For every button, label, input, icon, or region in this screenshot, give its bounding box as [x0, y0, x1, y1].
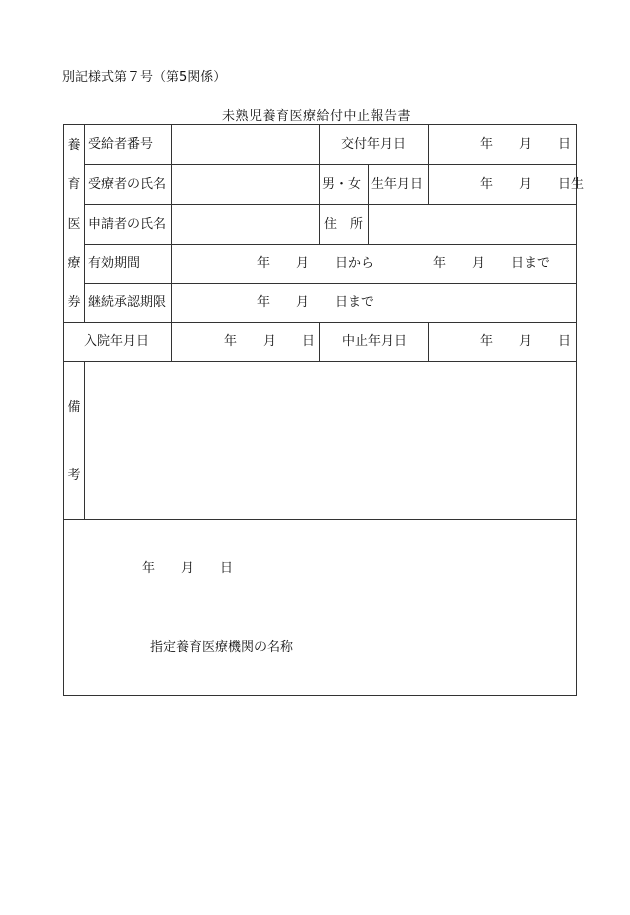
sex-label: 男・女 [322, 177, 362, 192]
side-label-char: 医 [67, 217, 81, 232]
row-divider [84, 164, 576, 165]
admission-date-label: 入院年月日 [84, 334, 150, 349]
remarks-label-char: 備 [67, 400, 81, 415]
form-number: 別記様式第７号（第5関係） [62, 70, 227, 85]
institution-name-label: 指定養育医療機関の名称 [150, 640, 294, 655]
valid-period-label: 有効期間 [88, 256, 141, 271]
side-label-char: 育 [67, 177, 81, 192]
row-divider [84, 204, 576, 205]
row-divider [64, 361, 576, 362]
side-label-char: 療 [67, 256, 81, 271]
col-divider [428, 125, 429, 204]
row-divider [84, 283, 576, 284]
form-title: 未熟児養育医療給付中止報告書 [222, 109, 412, 124]
stop-date-label: 中止年月日 [342, 334, 408, 349]
side-label-char: 券 [67, 295, 81, 310]
valid-to-value: 年 月 日まで [433, 256, 551, 271]
col-divider [319, 125, 320, 244]
col-divider [84, 125, 85, 322]
col-divider [319, 322, 320, 361]
remarks-label-char: 考 [67, 468, 81, 483]
recipient-number-label: 受給者番号 [88, 137, 154, 152]
admission-date-value: 年 月 日 [224, 334, 316, 349]
report-form-table [63, 124, 585, 696]
address-label: 住 所 [324, 217, 364, 232]
side-label-char: 養 [67, 138, 81, 153]
footer-date: 年 月 日 [142, 561, 234, 576]
continuation-label: 継続承認期限 [88, 295, 167, 310]
stop-date-value: 年 月 日 [480, 334, 572, 349]
col-divider [368, 164, 369, 244]
row-divider [64, 519, 576, 520]
patient-name-label: 受療者の氏名 [88, 177, 167, 192]
issue-date-label: 交付年月日 [341, 137, 407, 152]
applicant-name-label: 申請者の氏名 [88, 217, 167, 232]
issue-date-value: 年 月 日 [480, 137, 572, 152]
birth-date-label: 生年月日 [371, 177, 424, 192]
birth-date-value: 年 月 日生 [480, 177, 585, 192]
continuation-value: 年 月 日まで [257, 295, 375, 310]
col-divider [428, 322, 429, 361]
col-divider [171, 125, 172, 361]
row-divider [64, 322, 576, 323]
valid-from-value: 年 月 日から [257, 256, 375, 271]
row-divider [84, 244, 576, 245]
col-divider [84, 361, 85, 519]
